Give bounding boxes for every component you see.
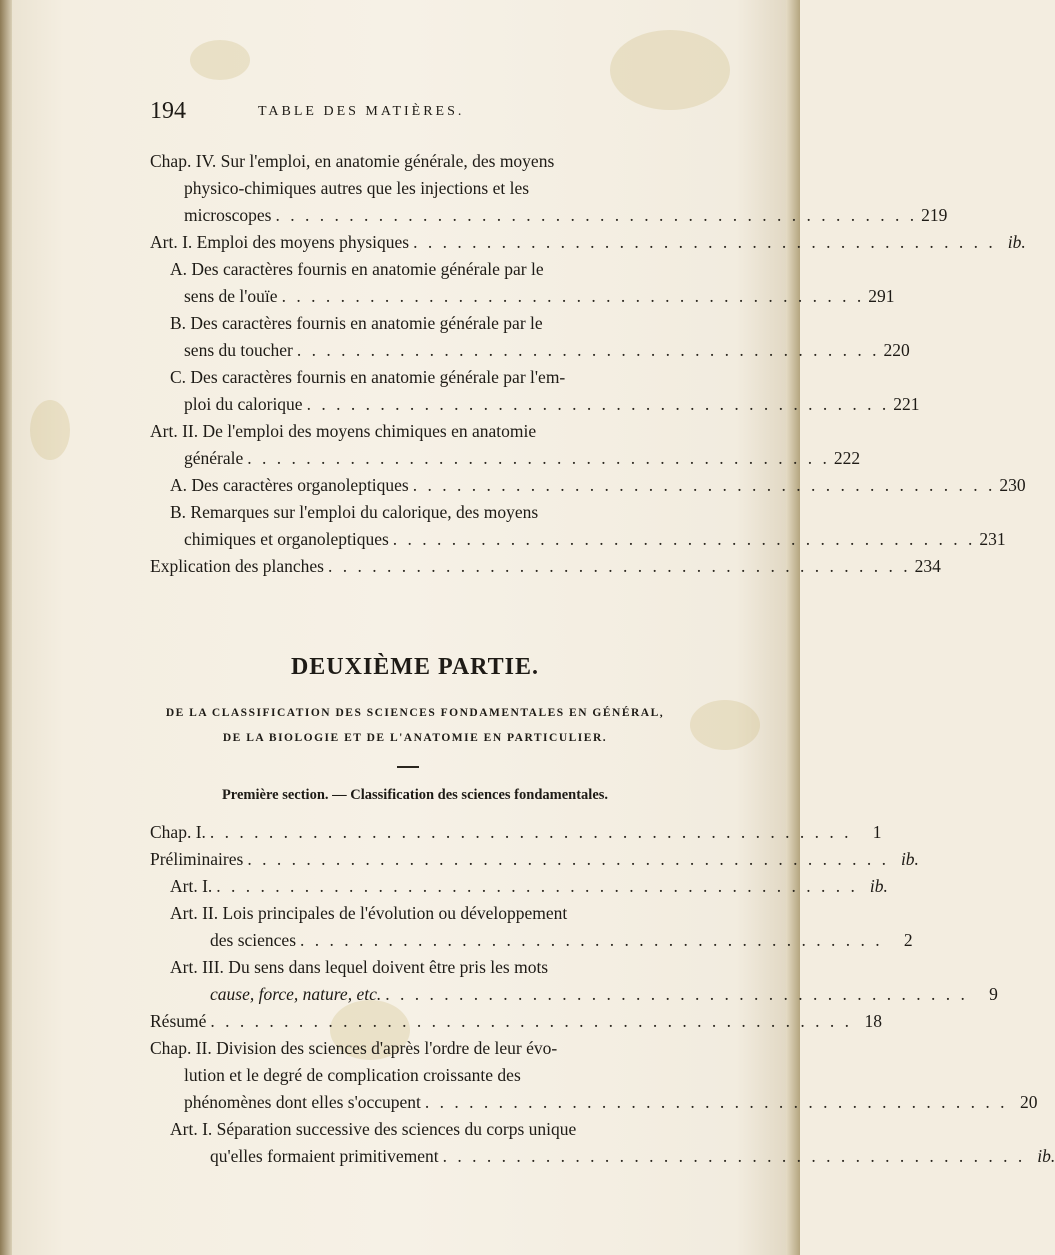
toc-line: A. Des caractères organoleptiques (170, 475, 409, 495)
toc-entry (150, 229, 1026, 256)
toc-line: Art. I. Emploi des moyens physiques (150, 232, 410, 252)
toc-line: Chap. II. Division des sciences d'après l'ordre de leur évo- (150, 1038, 558, 1058)
part-title: DEUXIÈME PARTIE. (290, 654, 540, 680)
leader-dots: . . . . . . . . . . . . . . . . . . . . . . . . . . . . . . . . . . . . . . . . (247, 448, 830, 468)
toc-line: chimiques et organoleptiques (184, 529, 389, 549)
toc-line: Préliminaires (150, 849, 244, 869)
page-ref: ib. (1007, 232, 1026, 252)
page-ref: 2 (903, 930, 913, 950)
foxing-stain (30, 400, 70, 460)
toc-line: générale (184, 448, 244, 468)
toc-line: Art. II. De l'emploi des moyens chimiques en anatomie (150, 421, 537, 441)
leader-dots: . . . . . . . . . . . . . . . . . . . . . . . . . . . . . . . . . . . . . . . . (327, 556, 911, 576)
toc-bottom (150, 819, 1055, 1170)
page-header (150, 98, 690, 134)
section-title: Première section. — Classification des sciences fondamentales. (221, 787, 609, 803)
toc-line: sens de l'ouïe (184, 286, 278, 306)
leader-dots: . . . . . . . . . . . . . . . . . . . . . . . . . . . . . . . . . . . . . . . . (413, 232, 996, 252)
toc-line: qu'elles formaient primitivement (210, 1146, 439, 1166)
toc-entry (150, 873, 888, 900)
leader-dots: . . . . . . . . . . . . . . . . . . . . . . . . . . . . . . . . . . . . . . . . (281, 286, 865, 306)
leader-dots: . . . . . . . . . . . . . . . . . . . . . . . . . . . . . . . . . . . . . . . . (412, 475, 996, 495)
page-ref: 230 (999, 475, 1026, 495)
toc-entry (150, 310, 910, 364)
toc-entry (150, 954, 998, 1008)
toc-line: sens du toucher (184, 340, 293, 360)
leader-dots: . . . . . . . . . . . . . . . . . . . . . . . . . . . . . . . . . . . . . . . . (385, 984, 968, 1004)
leader-dots: . . . . . . . . . . . . . . . . . . . . . . . . . . . . . . . . . . . . . . . . (424, 1092, 1008, 1112)
toc-line: Chap. I. (150, 822, 206, 842)
toc-line: physico-chimiques autres que les injections et les (184, 178, 530, 198)
toc-entry (150, 472, 1026, 499)
toc-line: Résumé (150, 1011, 207, 1031)
toc-line: B. Remarques sur l'emploi du calorique, des moyens (170, 502, 539, 522)
toc-entry (150, 418, 861, 472)
toc-line: Art. III. Du sens dans lequel doivent être pris les mots (170, 957, 549, 977)
toc-top (150, 148, 1026, 580)
toc-line: ploi du calorique (184, 394, 303, 414)
toc-entry (150, 553, 941, 580)
part-subtitle-line-1: DE LA CLASSIFICATION DES SCIENCES FONDAMENTALES EN GÉNÉRAL, (165, 707, 665, 719)
toc-line: Explication des planches (150, 556, 324, 576)
toc-entry (150, 499, 1006, 553)
page-ref: 219 (921, 205, 948, 225)
page-ref: 222 (833, 448, 861, 468)
leader-dots: . . . . . . . . . . . . . . . . . . . . . . . . . . . . . . . . . . . . . . . . . . . . (210, 1011, 853, 1031)
leader-dots: . . . . . . . . . . . . . . . . . . . . . . . . . . . . . . . . . . . . . . . . (306, 394, 890, 414)
toc-entry (150, 1008, 883, 1035)
toc-line: microscopes (184, 205, 272, 225)
toc-line: C. Des caractères fournis en anatomie générale par l'em- (170, 367, 566, 387)
toc-entry (150, 900, 913, 954)
foxing-stain (690, 700, 760, 750)
toc-entry (150, 364, 920, 418)
leader-dots: . . . . . . . . . . . . . . . . . . . . . . . . . . . . . . . . . . . . . . . . (442, 1146, 1026, 1166)
page-ref: 18 (864, 1011, 883, 1031)
toc-line: Art. I. Séparation successive des sciences du corps unique (170, 1119, 577, 1139)
toc-line: Art. II. Lois principales de l'évolution ou développement (170, 903, 568, 923)
leader-dots: . . . . . . . . . . . . . . . . . . . . . . . . . . . . . . . . . . . . . . . . . . . . (209, 822, 852, 842)
toc-line: A. Des caractères fournis en anatomie générale par le (170, 259, 544, 279)
leader-dots: . . . . . . . . . . . . . . . . . . . . . . . . . . . . . . . . . . . . . . . . (300, 930, 883, 950)
toc-line: phénomènes dont elles s'occupent (184, 1092, 421, 1112)
page-ref: 221 (893, 394, 920, 414)
toc-entry (150, 148, 948, 229)
page-ref: 231 (979, 529, 1006, 549)
page-ref: 291 (868, 286, 895, 306)
page-ref: 1 (872, 822, 882, 842)
toc-line: Chap. IV. Sur l'emploi, en anatomie générale, des moyens (150, 151, 555, 171)
page-ref: 220 (883, 340, 910, 360)
toc-line: cause, force, nature, etc. (210, 984, 382, 1004)
page-ref: ib. (900, 849, 919, 869)
toc-entry (150, 1035, 1038, 1116)
toc-line: B. Des caractères fournis en anatomie générale par le (170, 313, 543, 333)
leader-dots: . . . . . . . . . . . . . . . . . . . . . . . . . . . . . . . . . . . . . . . . (296, 340, 880, 360)
page-ref: ib. (1037, 1146, 1055, 1166)
page-ref: 234 (914, 556, 941, 576)
leader-dots: . . . . . . . . . . . . . . . . . . . . . . . . . . . . . . . . . . . . . . . . . . . . (275, 205, 918, 225)
running-title: TABLE DES MATIÈRES. (258, 104, 465, 119)
page-right-edge (786, 0, 800, 1255)
leader-dots: . . . . . . . . . . . . . . . . . . . . . . . . . . . . . . . . . . . . . . . . (392, 529, 976, 549)
toc-entry (150, 256, 895, 310)
leader-dots: . . . . . . . . . . . . . . . . . . . . . . . . . . . . . . . . . . . . . . . . . . . . (247, 849, 889, 869)
part-subtitle-line-2: DE LA BIOLOGIE ET DE L'ANATOMIE EN PARTICULIER. (222, 732, 608, 744)
page-ref: 20 (1020, 1092, 1038, 1112)
toc-entry (150, 1116, 1055, 1170)
page-number: 194 (150, 98, 186, 124)
toc-line: des sciences (210, 930, 297, 950)
toc-line: Art. I. (170, 876, 213, 896)
toc-entry (150, 819, 882, 846)
divider-rule (397, 766, 419, 768)
page-ref: 9 (989, 984, 998, 1004)
foxing-stain (190, 40, 250, 80)
toc-line: lution et le degré de complication croissante des (184, 1065, 521, 1085)
toc-entry (150, 846, 919, 873)
leader-dots: . . . . . . . . . . . . . . . . . . . . . . . . . . . . . . . . . . . . . . . . . . . . (216, 876, 858, 896)
page-left-edge (0, 0, 12, 1255)
page-ref: ib. (869, 876, 888, 896)
